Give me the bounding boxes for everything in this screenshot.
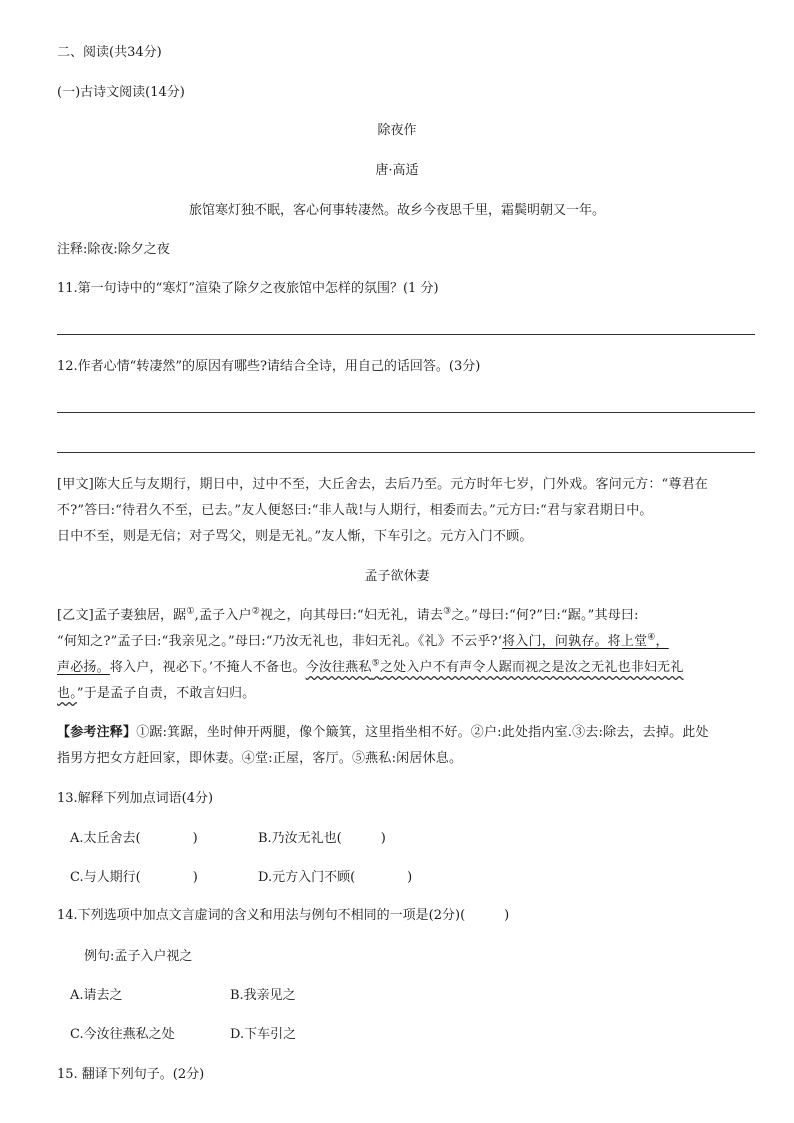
passage-jia-line-1: [甲文]陈大丘与友期行，期日中，过中不至，大丘舍去，去后乃至。元方时年七岁，门外戏。客问元方：“尊君在 xyxy=(57,477,708,492)
question-12: 12.作者心情“转凄然”的原因有哪些?请结合全诗，用自己的话回答。(3分) xyxy=(57,359,481,374)
text-run: 将入门，问孰存。将上堂 xyxy=(502,634,648,649)
underlined-text xyxy=(502,634,669,649)
passage-jia-line-3: 日中不至，则是无信；对子骂父，则是无礼。”友人惭，下车引之。元方入门不顾。 xyxy=(57,529,533,544)
footnote-marker: ③ xyxy=(443,606,452,617)
passage-yi-line-3 xyxy=(57,655,757,681)
passage-yi-line-1 xyxy=(57,603,757,629)
text-run: 今汝往燕私 xyxy=(305,660,372,675)
q14-option-b: B.我亲见之 xyxy=(230,988,296,1003)
q14-example: 例句:孟子入户视之 xyxy=(84,949,193,964)
text-run: “何知之?”孟子曰:“我亲见之。”母曰:“乃汝无礼也，非妇无礼。《礼》不云乎?‘ xyxy=(57,634,503,649)
text-run: 将入户，视必下。’不掩人不备也。 xyxy=(109,660,306,675)
footnote-marker: ⑤ xyxy=(371,658,380,669)
passage-jia-line-2: 不?”答曰:“待君久不至，已去。”友人便怒曰:“非人哉!与人期行，相委而去。”元方曰:“君与家君期日中。 xyxy=(57,503,653,518)
q13-option-d: D.元方入门不顾( ) xyxy=(258,870,413,885)
question-15: 15. 翻译下列句子。(2分) xyxy=(57,1067,205,1082)
passage-jia xyxy=(57,472,757,550)
text-run: 之。”母曰:“何?”曰:“踞。”其母曰: xyxy=(451,608,639,623)
poem-note: 注释:除夜:除夕之夜 xyxy=(57,242,170,257)
q14-option-a: A.请去之 xyxy=(70,988,123,1003)
answer-line-12a[interactable] xyxy=(57,412,755,413)
section-title: 二、阅读(共34分) xyxy=(57,45,162,60)
q13-option-a: A.太丘舍去( ) xyxy=(70,831,198,846)
text-run: ,孟子入户 xyxy=(194,608,252,623)
text-run: [乙文]孟子妻独居，踞 xyxy=(57,608,187,623)
footnote-marker: ④ xyxy=(647,632,656,643)
wavy-underlined-text: 也。 xyxy=(57,686,77,701)
reference-notes-label: 【参考注释】 xyxy=(57,725,137,740)
text-run: 视之，向其母曰:“妇无礼，请去 xyxy=(260,608,444,623)
wavy-underlined-text xyxy=(306,660,684,675)
text-run: 之处入户不有声令人踞而视之是汝之无礼也非妇无礼 xyxy=(379,660,684,675)
q14-option-d: D.下车引之 xyxy=(230,1027,297,1042)
q14-option-c: C.今汝往燕私之处 xyxy=(70,1027,175,1042)
subsection-title: (一)古诗文阅读(14分) xyxy=(57,85,185,100)
passage-yi-line-2 xyxy=(57,629,757,655)
text-run: ， xyxy=(655,634,669,649)
question-13: 13.解释下列加点词语(4分) xyxy=(57,791,214,806)
passage-yi-title: 孟子欲休妻 xyxy=(364,569,430,584)
passage-yi-line-4 xyxy=(57,681,757,707)
q13-option-b: B.乃汝无礼也( ) xyxy=(258,831,386,846)
text-run: ①踞:箕踞，坐时伸开两腿，像个簸箕，这里指坐相不好。②户:此处指内室.③去:除去，去掉。此处 xyxy=(136,725,709,740)
poem-title: 除夜作 xyxy=(377,123,417,138)
footnote-marker: ① xyxy=(186,606,195,617)
poem-text: 旅馆寒灯独不眠，客心何事转凄然。故乡今夜思千里，霜鬓明朝又一年。 xyxy=(188,203,605,218)
underlined-text: 声必扬。 xyxy=(57,660,110,675)
answer-line-11[interactable] xyxy=(57,334,755,335)
poem-author: 唐·高适 xyxy=(375,163,419,178)
reference-notes xyxy=(57,720,757,772)
q13-option-c: C.与人期行( ) xyxy=(70,870,198,885)
passage-yi xyxy=(57,603,757,707)
footnote-marker: ② xyxy=(251,606,261,617)
reference-notes-line-2: 指男方把女方赶回家，即休妻。④堂:正屋，客厅。⑤燕私:闲居休息。 xyxy=(57,751,463,766)
question-14: 14.下列选项中加点文言虚词的含义和用法与例句不相同的一项是(2分)( ) xyxy=(57,908,510,923)
answer-line-12b[interactable] xyxy=(57,452,755,453)
text-run: ”于是孟子自责，不敢言妇归。 xyxy=(76,686,256,701)
question-11: 11.第一句诗中的“寒灯”渲染了除夕之夜旅馆中怎样的氛围？(1 分) xyxy=(57,281,439,296)
reference-notes-line-1 xyxy=(57,720,757,746)
